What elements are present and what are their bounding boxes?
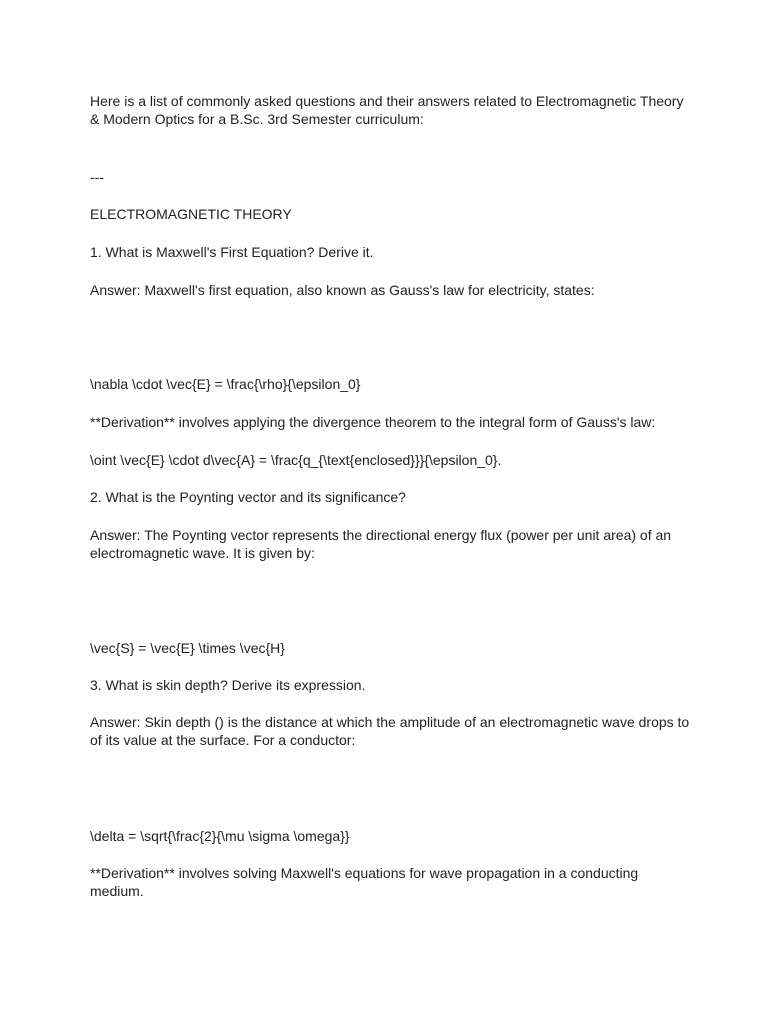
- question-3: 3. What is skin depth? Derive its expression.: [90, 677, 366, 693]
- answer-1: Answer: Maxwell's first equation, also known as Gauss's law for electricity, states:: [90, 282, 595, 298]
- intro-paragraph: Here is a list of commonly asked questions and their answers related to Electromagnetic Theory & Modern Optics for a B.Sc. 3rd Semester curriculum:: [90, 93, 688, 127]
- equation-2: \vec{S} = \vec{E} \times \vec{H}: [90, 640, 285, 656]
- separator: ---: [90, 169, 104, 185]
- answer-3: Answer: Skin depth () is the distance at which the amplitude of an electromagnetic wave drops to of its value at the surface. For a conductor:: [90, 714, 697, 748]
- answer-2: Answer: The Poynting vector represents the directional energy flux (power per unit area) of an electromagnetic wave. It is given by:: [90, 527, 675, 561]
- integral-form-1: \oint \vec{E} \cdot d\vec{A} = \frac{q_{\text{enclosed}}}{\epsilon_0}.: [90, 452, 502, 468]
- section-heading: ELECTROMAGNETIC THEORY: [90, 206, 292, 222]
- question-1: 1. What is Maxwell's First Equation? Derive it.: [90, 244, 374, 260]
- question-2: 2. What is the Poynting vector and its significance?: [90, 489, 406, 505]
- derivation-3: **Derivation** involves solving Maxwell's equations for wave propagation in a conducting medium.: [90, 865, 643, 899]
- equation-3: \delta = \sqrt{\frac{2}{\mu \sigma \omega}}: [90, 828, 350, 844]
- equation-1: \nabla \cdot \vec{E} = \frac{\rho}{\epsilon_0}: [90, 376, 361, 392]
- derivation-1: **Derivation** involves applying the divergence theorem to the integral form of Gauss's law:: [90, 414, 656, 430]
